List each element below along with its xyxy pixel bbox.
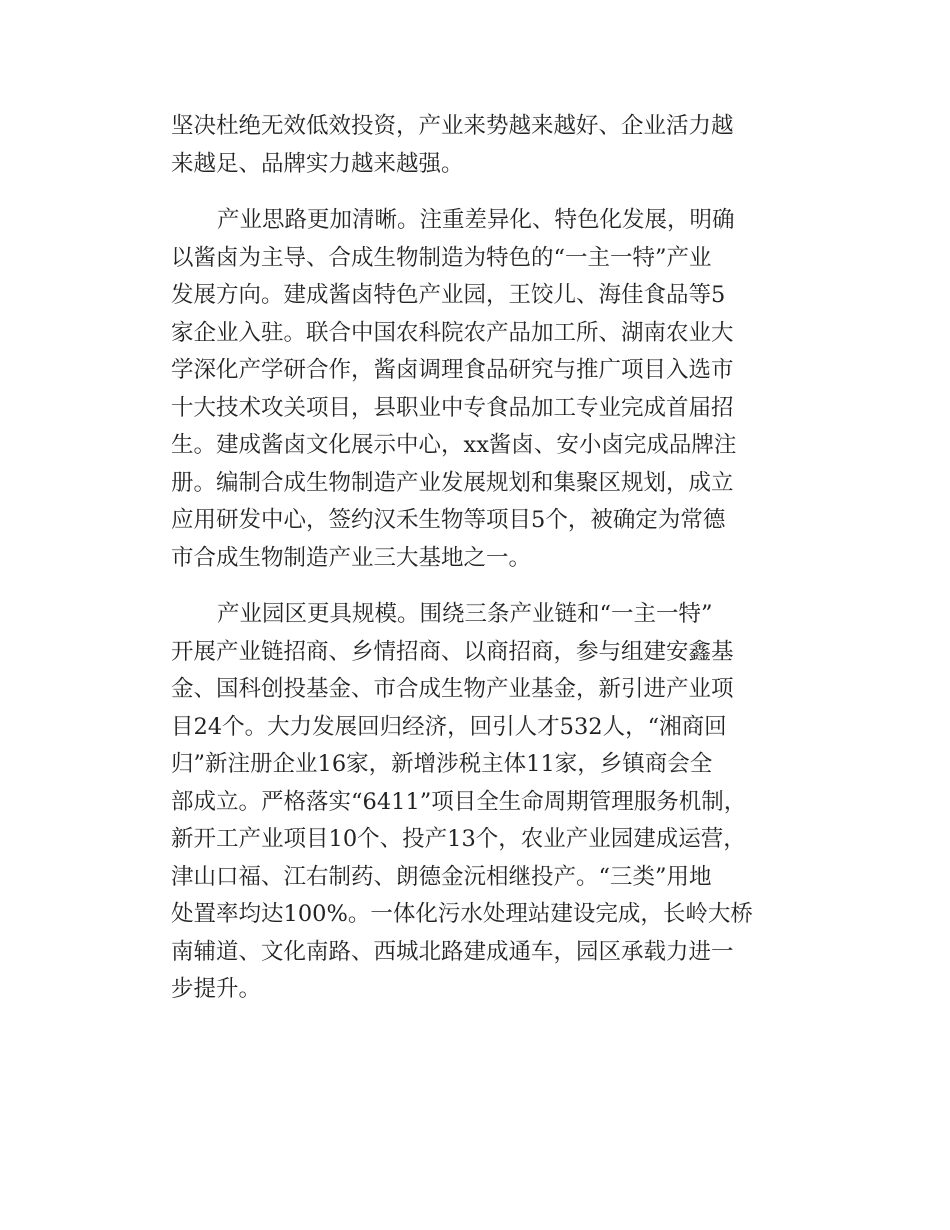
text-line: 发展方向。建成酱卤特色产业园，王饺儿、海佳食品等5: [171, 282, 726, 308]
paragraph-industrial-park: [171, 596, 791, 1009]
text-line: 产业园区更具规模。围绕三条产业链和“一主一特”: [217, 601, 713, 627]
text-line: 目24个。大力发展回归经济，回引人才532人，“湘商回: [171, 713, 727, 740]
text-line: 新开工产业项目10个、投产13个，农业产业园建成运营，: [171, 826, 746, 852]
text-line: 以酱卤为主导、合成生物制造为特色的“一主一特”产业: [171, 244, 712, 271]
paragraph-industry-ideas: [171, 202, 791, 577]
text-line: 坚决杜绝无效低效投资，产业来势越来越好、企业活力越: [171, 113, 734, 139]
text-line: 金、国科创投基金、市合成生物产业基金，新引进产业项: [171, 676, 734, 702]
text-line: 应用研发中心，签约汉禾生物等项目5个，被确定为常德: [171, 507, 726, 533]
text-line: 南辅道、文化南路、西城北路建成通车，园区承载力进一: [171, 938, 734, 965]
text-line: 开展产业链招商、乡情招商、以商招商，参与组建安鑫基: [171, 638, 734, 665]
text-line: 家企业入驻。联合中国农科院农产品加工所、湖南农业大: [171, 319, 734, 346]
text-line: 生。建成酱卤文化展示中心，xx酱卤、安小卤完成品牌注: [171, 432, 737, 458]
text-line: 市合成生物制造产业三大基地之一。: [171, 544, 532, 571]
text-line: 产业思路更加清晰。注重差异化、特色化发展，明确: [217, 207, 735, 233]
text-line: 册。编制合成生物制造产业发展规划和集聚区规划，成立: [171, 469, 734, 496]
text-line: 步提升。: [171, 976, 262, 1002]
text-line: 归”新注册企业16家，新增涉税主体11家，乡镇商会全: [171, 751, 713, 777]
text-line: 处置率均达100%。一体化污水处理站建设完成，长岭大桥: [171, 901, 753, 927]
text-line: 来越足、品牌实力越来越强。: [171, 150, 464, 177]
document-page: [171, 108, 791, 1028]
text-line: 津山口福、江右制药、朗德金沅相继投产。“三类”用地: [171, 863, 712, 890]
text-line: 十大技术攻关项目，县职业中专食品加工专业完成首届招: [171, 394, 734, 421]
text-line: 部成立。严格落实“6411”项目全生命周期管理服务机制，: [171, 788, 747, 815]
paragraph-intro-continuation: [171, 108, 791, 183]
text-line: 学深化产学研合作，酱卤调理食品研究与推广项目入选市: [171, 357, 734, 383]
